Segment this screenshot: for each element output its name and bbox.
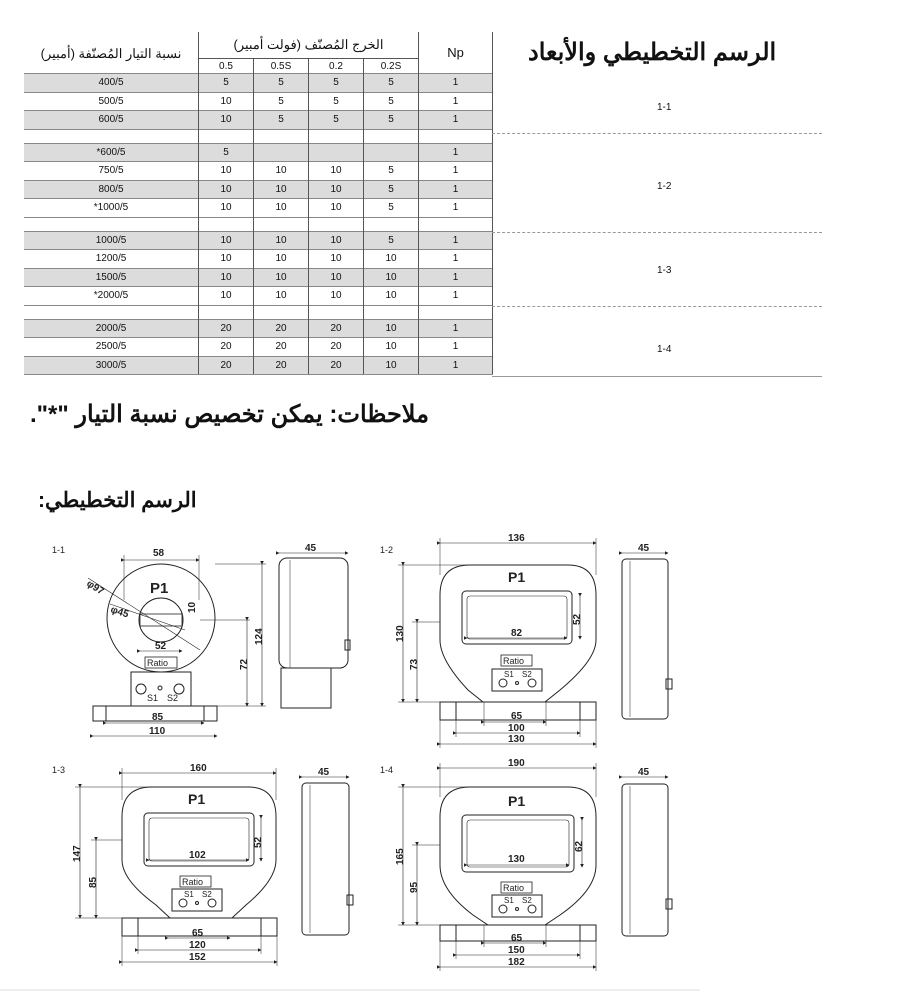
dim-top-w: 58 [153,548,165,559]
output-cell: 20 [254,319,309,338]
ratio-cell: 600/5 [24,111,199,130]
dim-window-h: 52 [253,836,264,848]
output-cell: 20 [254,338,309,357]
dim-base-b: 100 [508,723,525,734]
output-cell: 10 [199,268,254,287]
ratio-cell: 2500/5 [24,338,199,357]
ratio-cell: 400/5 [24,74,199,93]
output-cell: 5 [364,199,419,218]
dim-window-h: 52 [572,613,583,625]
output-cell: 5 [364,162,419,181]
output-cell: 10 [364,250,419,269]
dim-outer-d: φ97 [84,578,106,598]
dim-window-w: 130 [508,854,525,865]
ratio-cell: 750/5 [24,162,199,181]
np-cell: 1 [419,92,493,111]
type-label: 1-3 [657,265,672,276]
dim-height: 124 [254,628,265,645]
ratio-cell: 1000/5 [24,231,199,250]
output-cell: 10 [309,250,364,269]
dim-base-b: 120 [189,940,206,951]
output-cell: 10 [309,268,364,287]
p1-mark: P1 [508,569,526,585]
terminal-s2: S2 [167,693,179,703]
output-cell: 5 [309,74,364,93]
np-cell: 1 [419,180,493,199]
page-title: الرسم التخطيطي والأبعاد [528,39,777,66]
dim-window-w: 102 [189,850,206,861]
output-cell: 10 [254,287,309,306]
dim-base-a: 65 [511,933,523,944]
output-cell: 20 [199,356,254,375]
output-cell: 10 [199,111,254,130]
ratio-cell: *600/5 [24,143,199,162]
output-cell: 10 [364,319,419,338]
dim-side-w: 45 [638,543,650,554]
output-cell: 10 [364,338,419,357]
ratio-plate: Ratio [182,877,204,887]
output-cell: 10 [364,287,419,306]
type-label: 1-4 [657,344,672,355]
output-cell: 10 [254,180,309,199]
np-cell: 1 [419,338,493,357]
output-cell: 10 [309,231,364,250]
dim-side-w: 45 [638,767,650,778]
output-cell: 5 [254,74,309,93]
output-cell: 10 [309,287,364,306]
dim-height: 165 [395,848,406,865]
dim-window-w: 82 [511,628,523,639]
output-cell: 10 [309,199,364,218]
output-cell: 10 [309,162,364,181]
output-cell: 10 [254,250,309,269]
ratio-cell: *1000/5 [24,199,199,218]
dim-foot-outer: 110 [149,726,166,737]
output-cell: 10 [199,287,254,306]
diagram-label: 1-2 [380,545,394,555]
output-cell: 10 [309,180,364,199]
output-cell: 5 [309,111,364,130]
p1-mark: P1 [150,580,169,597]
p1-mark: P1 [188,791,206,807]
p1-mark: P1 [508,793,526,809]
dim-center-h: 85 [88,876,99,888]
dim-center-h: 73 [409,658,420,670]
dim-center-h: 72 [239,658,250,670]
class-header: 0.5 [199,59,254,74]
output-cell: 5 [364,92,419,111]
output-cell: 5 [364,111,419,130]
ratio-plate: Ratio [147,658,169,668]
dim-base-c: 182 [508,957,525,968]
notes: ملاحظات: يمكن تخصيص نسبة التيار "*". [30,401,429,428]
output-cell: 5 [199,143,254,162]
ratio-cell: 1200/5 [24,250,199,269]
diagram-1-1 [52,543,350,737]
terminal-s1: S1 [147,693,159,703]
output-cell: 10 [199,162,254,181]
dim-top-w: 136 [508,533,525,544]
output-cell: 10 [199,180,254,199]
dim-foot-inner: 85 [152,712,164,723]
terminal-s2: S2 [202,890,212,899]
dim-inner-d: φ45 [109,604,130,621]
np-cell: 1 [419,111,493,130]
diagram-label: 1-3 [52,765,66,775]
dim-base-c: 130 [508,734,525,745]
output-cell: 10 [254,268,309,287]
np-cell: 1 [419,143,493,162]
class-header: 0.2 [309,59,364,74]
output-cell: 20 [309,356,364,375]
type-label: 1-2 [657,181,672,192]
dim-gap: 10 [187,601,198,613]
np-cell: 1 [419,162,493,181]
dim-side-w: 45 [318,767,330,778]
output-cell: 5 [364,231,419,250]
diagram-heading: الرسم التخطيطي: [38,489,197,512]
diagram-label: 1-1 [52,545,66,555]
ratio-cell: 2000/5 [24,319,199,338]
diagram-1-2 [380,533,672,748]
dim-center-h: 95 [409,881,420,893]
dim-window-w: 52 [155,641,167,652]
output-cell: 5 [309,92,364,111]
output-cell: 5 [364,180,419,199]
output-cell: 5 [364,74,419,93]
np-cell: 1 [419,287,493,306]
output-header: الخرج المُصنّف (فولت أمبير) [199,32,419,59]
np-cell: 1 [419,268,493,287]
ratio-cell: 500/5 [24,92,199,111]
output-cell: 5 [199,74,254,93]
dim-base-a: 65 [511,711,523,722]
output-cell: 10 [199,250,254,269]
output-cell: 5 [254,111,309,130]
dim-top-w: 190 [508,758,525,769]
output-cell: 20 [199,319,254,338]
ratio-plate: Ratio [503,656,525,666]
np-cell: 1 [419,250,493,269]
output-cell: 10 [364,268,419,287]
dim-top-w: 160 [190,763,207,774]
dim-base-b: 150 [508,945,525,956]
output-cell: 10 [199,92,254,111]
output-cell: 20 [309,319,364,338]
np-cell: 1 [419,319,493,338]
output-cell: 20 [309,338,364,357]
output-cell: 10 [199,199,254,218]
ratio-cell: *2000/5 [24,287,199,306]
np-header: Np [419,32,493,74]
terminal-s1: S1 [504,670,514,679]
output-cell: 10 [364,356,419,375]
output-cell: 10 [254,162,309,181]
type-label: 1-1 [657,102,672,113]
ratio-header: نسبة التيار المُصنّفة (أمبير) [40,46,182,61]
output-cell: 10 [199,231,254,250]
dim-window-h: 62 [574,840,585,852]
np-cell: 1 [419,231,493,250]
dim-height: 147 [72,845,83,862]
terminal-s1: S1 [504,896,514,905]
dim-base-c: 152 [189,952,206,963]
output-cell: 10 [254,231,309,250]
dim-side-w: 45 [305,543,317,554]
ratio-cell: 3000/5 [24,356,199,375]
terminal-s2: S2 [522,670,532,679]
np-cell: 1 [419,356,493,375]
dim-base-a: 65 [192,928,204,939]
np-cell: 1 [419,199,493,218]
output-cell: 10 [254,199,309,218]
terminal-s1: S1 [184,890,194,899]
ratio-cell: 1500/5 [24,268,199,287]
class-header: 0.2S [364,59,419,74]
ratio-cell: 800/5 [24,180,199,199]
ratio-plate: Ratio [503,883,525,893]
diagram-1-3 [52,763,353,966]
class-header: 0.5S [254,59,309,74]
np-cell: 1 [419,74,493,93]
output-cell: 20 [254,356,309,375]
output-cell: 5 [254,92,309,111]
dim-height: 130 [395,625,406,642]
output-cell: 20 [199,338,254,357]
diagram-label: 1-4 [380,765,394,775]
terminal-s2: S2 [522,896,532,905]
diagram-1-4 [380,758,672,971]
